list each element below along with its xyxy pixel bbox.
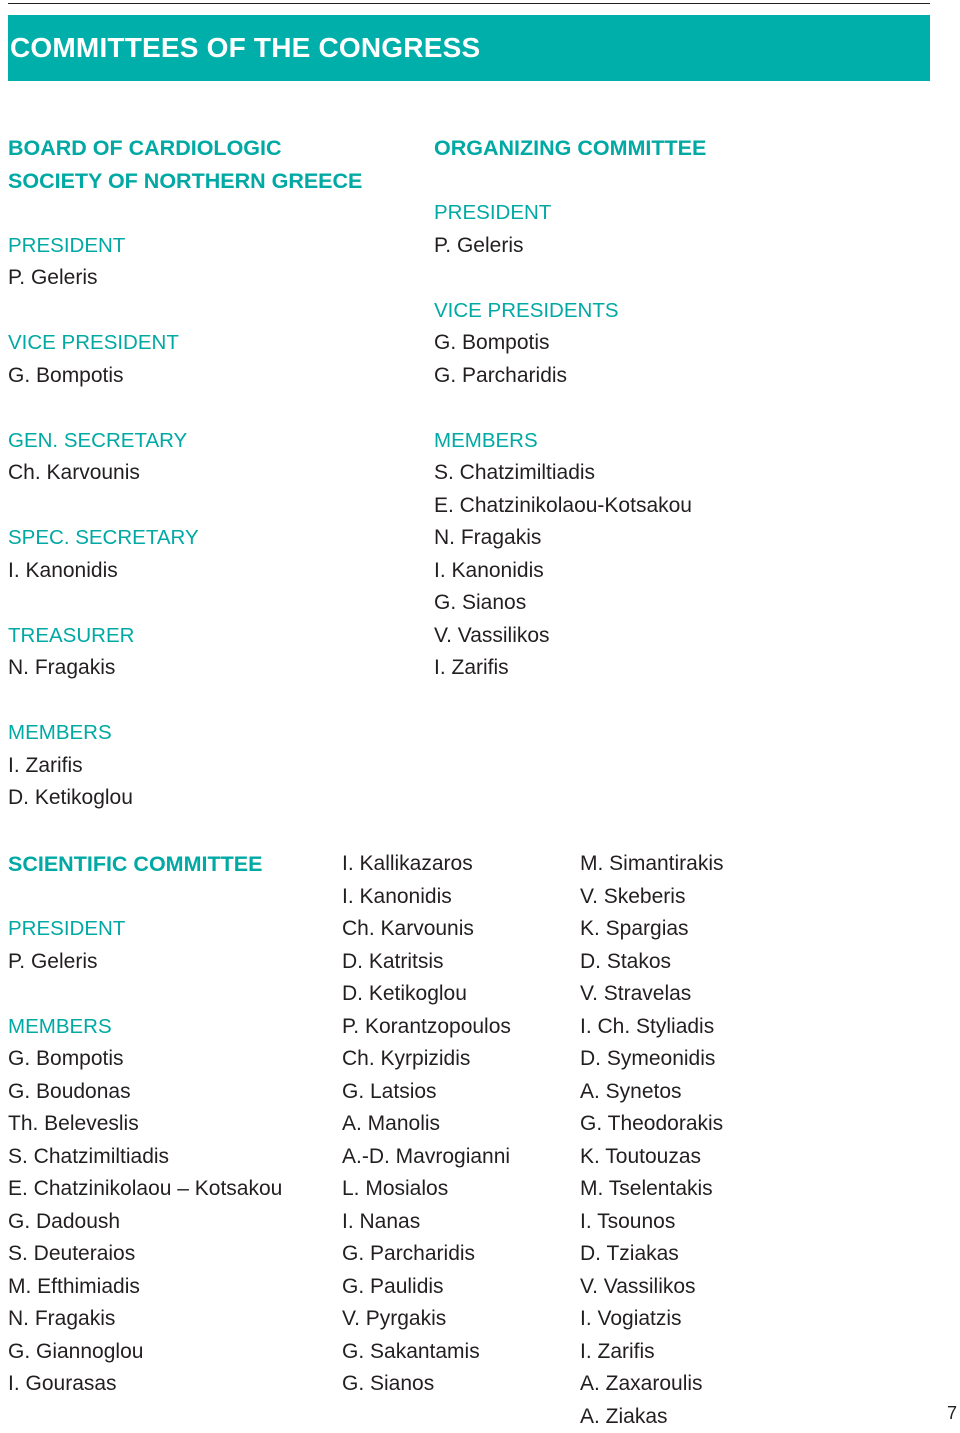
organizing-president-label: PRESIDENT (434, 197, 706, 230)
member-name: D. Symeonidis (580, 1043, 724, 1076)
member-name: S. Deuteraios (8, 1238, 282, 1271)
board-spec-secretary-label: SPEC. SECRETARY (8, 522, 362, 555)
scientific-section (8, 848, 282, 1401)
member-name: G. Bompotis (8, 1043, 282, 1076)
member-name: G. Paulidis (342, 1271, 511, 1304)
page-title: COMMITTEES OF THE CONGRESS (10, 15, 480, 81)
member-name: I. Nanas (342, 1206, 511, 1239)
member-name: D. Ketikoglou (342, 978, 511, 1011)
member-name: A.-D. Mavrogianni (342, 1141, 511, 1174)
member-name: N. Fragakis (8, 1303, 282, 1336)
member-name: I. Ch. Styliadis (580, 1011, 724, 1044)
scientific-heading: SCIENTIFIC COMMITTEE (8, 848, 282, 881)
board-member: I. Zarifis (8, 750, 362, 783)
member-name: A. Ziakas (580, 1401, 724, 1433)
member-name: P. Korantzopoulos (342, 1011, 511, 1044)
member-name: D. Katritsis (342, 946, 511, 979)
member-name: G. Parcharidis (342, 1238, 511, 1271)
organizing-vice-president: G. Bompotis (434, 327, 706, 360)
organizing-section (434, 132, 706, 685)
member-name: M. Tselentakis (580, 1173, 724, 1206)
member-name: K. Spargias (580, 913, 724, 946)
member-name: I. Tsounos (580, 1206, 724, 1239)
organizing-heading: ORGANIZING COMMITTEE (434, 132, 706, 165)
board-members-label: MEMBERS (8, 717, 362, 750)
member-name: S. Chatzimiltiadis (434, 457, 706, 490)
member-name: V. Skeberis (580, 881, 724, 914)
member-name: Ch. Kyrpizidis (342, 1043, 511, 1076)
member-name: G. Theodorakis (580, 1108, 724, 1141)
organizing-vice-presidents-label: VICE PRESIDENTS (434, 295, 706, 328)
scientific-members-col1 (8, 1043, 282, 1401)
scientific-president: P. Geleris (8, 946, 282, 979)
organizing-vice-president: G. Parcharidis (434, 360, 706, 393)
board-spec-secretary: I. Kanonidis (8, 555, 362, 588)
member-name: G. Dadoush (8, 1206, 282, 1239)
board-vice-president-label: VICE PRESIDENT (8, 327, 362, 360)
member-name: I. Vogiatzis (580, 1303, 724, 1336)
scientific-members-col3 (580, 848, 724, 1433)
board-heading-line-2: SOCIETY OF NORTHERN GREECE (8, 165, 362, 198)
board-president-label: PRESIDENT (8, 230, 362, 263)
member-name: K. Toutouzas (580, 1141, 724, 1174)
scientific-president-label: PRESIDENT (8, 913, 282, 946)
member-name: G. Latsios (342, 1076, 511, 1109)
organizing-president: P. Geleris (434, 230, 706, 263)
board-gen-secretary-label: GEN. SECRETARY (8, 425, 362, 458)
board-treasurer: N. Fragakis (8, 652, 362, 685)
member-name: Ch. Karvounis (342, 913, 511, 946)
top-rule (8, 3, 930, 4)
member-name: V. Pyrgakis (342, 1303, 511, 1336)
member-name: D. Stakos (580, 946, 724, 979)
member-name: G. Boudonas (8, 1076, 282, 1109)
member-name: E. Chatzinikolaou – Kotsakou (8, 1173, 282, 1206)
member-name: V. Vassilikos (434, 620, 706, 653)
member-name: G. Sianos (342, 1368, 511, 1401)
board-member: D. Ketikoglou (8, 782, 362, 815)
member-name: Th. Beleveslis (8, 1108, 282, 1141)
member-name: I. Kanonidis (434, 555, 706, 588)
member-name: G. Giannoglou (8, 1336, 282, 1369)
member-name: A. Zaxaroulis (580, 1368, 724, 1401)
member-name: I. Kallikazaros (342, 848, 511, 881)
member-name: M. Efthimiadis (8, 1271, 282, 1304)
board-heading-line-1: BOARD OF CARDIOLOGIC (8, 132, 362, 165)
organizing-members-label: MEMBERS (434, 425, 706, 458)
scientific-members-col2 (342, 848, 511, 1401)
board-president: P. Geleris (8, 262, 362, 295)
member-name: V. Vassilikos (580, 1271, 724, 1304)
member-name: E. Chatzinikolaou-Kotsakou (434, 490, 706, 523)
board-section (8, 132, 362, 815)
member-name: I. Kanonidis (342, 881, 511, 914)
member-name: A. Manolis (342, 1108, 511, 1141)
board-gen-secretary: Ch. Karvounis (8, 457, 362, 490)
board-vice-president: G. Bompotis (8, 360, 362, 393)
member-name: S. Chatzimiltiadis (8, 1141, 282, 1174)
board-treasurer-label: TREASURER (8, 620, 362, 653)
organizing-members-list (434, 457, 706, 685)
member-name: G. Sakantamis (342, 1336, 511, 1369)
member-name: N. Fragakis (434, 522, 706, 555)
member-name: V. Stravelas (580, 978, 724, 1011)
member-name: A. Synetos (580, 1076, 724, 1109)
member-name: I. Zarifis (580, 1336, 724, 1369)
scientific-members-label: MEMBERS (8, 1011, 282, 1044)
member-name: D. Tziakas (580, 1238, 724, 1271)
member-name: M. Simantirakis (580, 848, 724, 881)
member-name: G. Sianos (434, 587, 706, 620)
page-number: 7 (947, 1400, 957, 1426)
member-name: L. Mosialos (342, 1173, 511, 1206)
member-name: I. Gourasas (8, 1368, 282, 1401)
member-name: I. Zarifis (434, 652, 706, 685)
